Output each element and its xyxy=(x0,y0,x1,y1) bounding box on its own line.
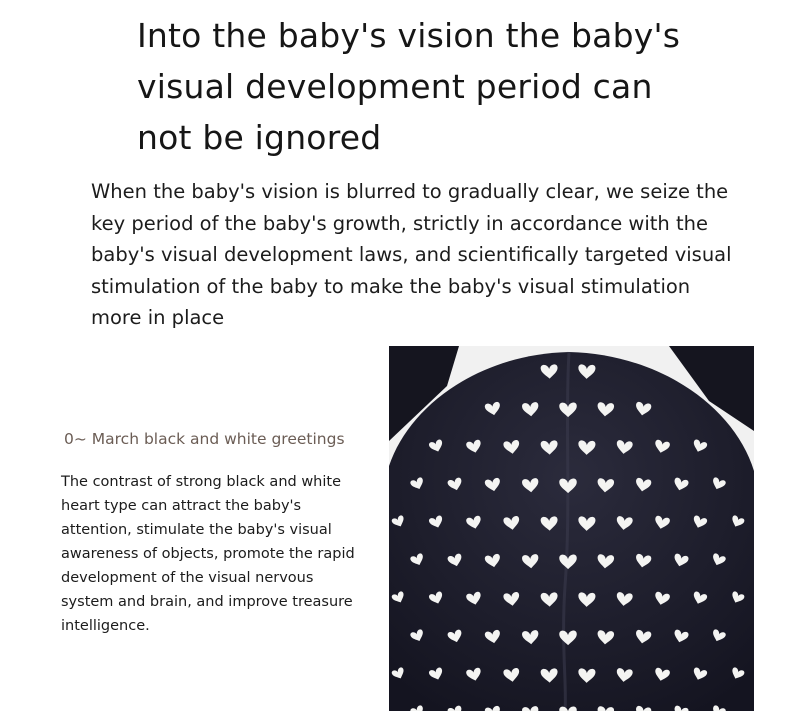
feature-description: The contrast of strong black and white heart type can attract the baby's attention, stimulate the baby's visual awareness of objects, promote the rapid development of the visual nervous system and brain, and improve treasure intelligence. xyxy=(61,474,355,634)
page-title: Into the baby's vision the baby's visual development period can not be ignored xyxy=(137,16,681,157)
feature-subtitle: 0~ March black and white greetings xyxy=(64,430,345,448)
intro-paragraph: When the baby's vision is blurred to gradually clear, we seize the key period of the baby's growth, strictly in accordance with the baby's visual development laws, and scientifically targeted visual stimulation of the baby to make the baby's visual stimulation more in place xyxy=(91,180,732,329)
black-white-heart-pattern-toy-photo xyxy=(389,346,754,711)
heart-pattern-toy-illustration xyxy=(389,346,754,711)
